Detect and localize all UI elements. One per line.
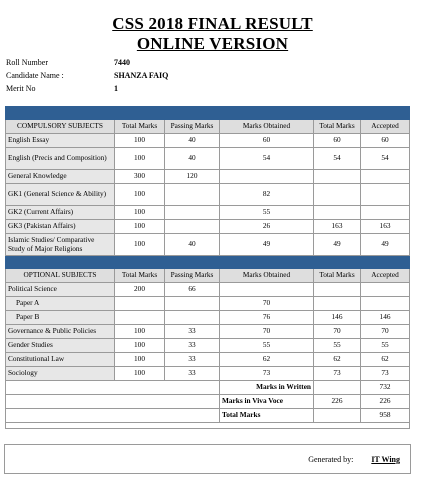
compulsory-header-subject: COMPULSORY SUBJECTS	[6, 120, 115, 134]
roll-number-value: 7440	[114, 58, 130, 67]
compulsory-header-accepted: Accepted	[361, 120, 410, 134]
compulsory-header-marks-obtained: Marks Obtained	[220, 120, 314, 134]
accepted-cell	[361, 283, 410, 297]
total-marks-2-cell	[314, 170, 361, 184]
passing-marks-cell: 33	[165, 367, 220, 381]
table-row	[6, 234, 410, 256]
total-marks-2-cell: 73	[314, 367, 361, 381]
candidate-name-value: SHANZA FAIQ	[114, 71, 169, 80]
accepted-cell: 55	[361, 339, 410, 353]
result-table	[5, 106, 410, 429]
compulsory-header-total-marks-2: Total Marks	[314, 120, 361, 134]
marks-obtained-cell: 70	[220, 325, 314, 339]
total-marks-cell: 100	[115, 184, 165, 206]
accepted-cell: 163	[361, 220, 410, 234]
passing-marks-cell: 33	[165, 339, 220, 353]
marks-obtained-cell: 49	[220, 234, 314, 256]
passing-marks-cell	[165, 297, 220, 311]
table-row	[6, 353, 410, 367]
page-title: CSS 2018 FINAL RESULT	[112, 14, 313, 33]
optional-header-total-marks: Total Marks	[115, 269, 165, 283]
total-marks-cell: 200	[115, 283, 165, 297]
subject-name: Paper B	[6, 311, 115, 325]
total-marks-2-cell: 54	[314, 148, 361, 170]
merit-no-label: Merit No	[6, 84, 36, 93]
total-marks-total	[314, 409, 361, 423]
total-marks-label: Total Marks	[220, 409, 314, 423]
marks-obtained-cell: 70	[220, 297, 314, 311]
compulsory-header-total-marks: Total Marks	[115, 120, 165, 134]
total-marks-2-cell: 55	[314, 339, 361, 353]
marks-in-viva-label: Marks in Viva Voce	[220, 395, 314, 409]
total-marks-2-cell	[314, 184, 361, 206]
accepted-cell: 60	[361, 134, 410, 148]
optional-header-subject: OPTIONAL SUBJECTS	[6, 269, 115, 283]
total-marks-cell: 100	[115, 325, 165, 339]
roll-number-label: Roll Number	[6, 58, 48, 67]
table-row	[6, 220, 410, 234]
total-marks-cell	[115, 297, 165, 311]
table-row	[6, 206, 410, 220]
table-row	[6, 325, 410, 339]
subject-name: GK3 (Pakistan Affairs)	[6, 220, 115, 234]
passing-marks-cell	[165, 220, 220, 234]
subject-name: English (Precis and Composition)	[6, 148, 115, 170]
marks-obtained-cell: 82	[220, 184, 314, 206]
total-marks-cell: 100	[115, 353, 165, 367]
table-spacer-row	[6, 423, 410, 429]
table-row	[6, 170, 410, 184]
total-marks-cell: 100	[115, 339, 165, 353]
passing-marks-cell	[165, 184, 220, 206]
total-marks-cell: 100	[115, 234, 165, 256]
passing-marks-cell	[165, 311, 220, 325]
marks-in-viva-total: 226	[314, 395, 361, 409]
optional-header-marks-obtained: Marks Obtained	[220, 269, 314, 283]
passing-marks-cell: 33	[165, 325, 220, 339]
table-row	[6, 148, 410, 170]
table-row	[6, 283, 410, 297]
total-marks-2-cell: 70	[314, 325, 361, 339]
table-row	[6, 134, 410, 148]
accepted-cell	[361, 297, 410, 311]
accepted-cell: 49	[361, 234, 410, 256]
subject-name: General Knowledge	[6, 170, 115, 184]
marks-in-viva-accepted: 226	[361, 395, 410, 409]
subject-name: GK1 (General Science & Ability)	[6, 184, 115, 206]
marks-obtained-cell: 73	[220, 367, 314, 381]
marks-obtained-cell: 60	[220, 134, 314, 148]
subject-name: Constitutional Law	[6, 353, 115, 367]
passing-marks-cell: 40	[165, 134, 220, 148]
table-row	[6, 311, 410, 325]
passing-marks-cell: 33	[165, 353, 220, 367]
marks-obtained-cell: 55	[220, 206, 314, 220]
subject-name: Paper A	[6, 297, 115, 311]
marks-in-written-label: Marks in Written	[220, 381, 314, 395]
merit-no-row	[6, 82, 168, 95]
subject-name: GK2 (Current Affairs)	[6, 206, 115, 220]
total-marks-2-cell	[314, 206, 361, 220]
marks-in-written-accepted: 732	[361, 381, 410, 395]
optional-header-row	[6, 269, 410, 283]
subject-name: Political Science	[6, 283, 115, 297]
generated-by-label: Generated by:	[308, 455, 354, 464]
compulsory-header-row	[6, 120, 410, 134]
table-row	[6, 339, 410, 353]
total-marks-cell: 100	[115, 134, 165, 148]
subject-name: Islamic Studies/ Comparative Study of Major Religions	[6, 234, 115, 256]
total-marks-2-cell: 60	[314, 134, 361, 148]
optional-header-passing-marks: Passing Marks	[165, 269, 220, 283]
accepted-cell: 146	[361, 311, 410, 325]
compulsory-header-passing-marks: Passing Marks	[165, 120, 220, 134]
marks-obtained-cell	[220, 283, 314, 297]
passing-marks-cell: 40	[165, 148, 220, 170]
total-marks-cell: 100	[115, 206, 165, 220]
total-marks-cell: 100	[115, 148, 165, 170]
total-marks-2-cell	[314, 283, 361, 297]
subject-name: Governance & Public Policies	[6, 325, 115, 339]
passing-marks-cell	[165, 206, 220, 220]
marks-obtained-cell	[220, 170, 314, 184]
section-bar	[6, 256, 410, 269]
candidate-name-label: Candidate Name :	[6, 71, 64, 80]
accepted-cell	[361, 206, 410, 220]
total-marks-2-cell: 49	[314, 234, 361, 256]
total-marks-2-cell	[314, 297, 361, 311]
generated-by	[308, 455, 400, 464]
table-row	[6, 297, 410, 311]
optional-header-accepted: Accepted	[361, 269, 410, 283]
optional-header-total-marks-2: Total Marks	[314, 269, 361, 283]
page-header	[0, 14, 425, 54]
page-subtitle: ONLINE VERSION	[136, 34, 289, 53]
candidate-name-row	[6, 69, 168, 82]
total-marks-2-cell: 163	[314, 220, 361, 234]
accepted-cell: 62	[361, 353, 410, 367]
summary-row-total	[6, 409, 410, 423]
total-marks-2-cell: 62	[314, 353, 361, 367]
summary-row-viva	[6, 395, 410, 409]
passing-marks-cell: 66	[165, 283, 220, 297]
passing-marks-cell: 40	[165, 234, 220, 256]
marks-obtained-cell: 55	[220, 339, 314, 353]
merit-no-value: 1	[114, 84, 118, 93]
marks-in-written-total	[314, 381, 361, 395]
candidate-info	[6, 56, 168, 95]
marks-obtained-cell: 62	[220, 353, 314, 367]
roll-number-row	[6, 56, 168, 69]
marks-obtained-cell: 76	[220, 311, 314, 325]
accepted-cell: 73	[361, 367, 410, 381]
marks-obtained-cell: 26	[220, 220, 314, 234]
accepted-cell: 54	[361, 148, 410, 170]
total-marks-cell	[115, 311, 165, 325]
result-table-wrapper	[5, 106, 409, 429]
section-bar	[6, 107, 410, 120]
total-marks-cell: 100	[115, 367, 165, 381]
total-marks-cell: 300	[115, 170, 165, 184]
generated-by-value: IT Wing	[371, 455, 400, 464]
accepted-cell	[361, 170, 410, 184]
table-row	[6, 367, 410, 381]
summary-row-written	[6, 381, 410, 395]
marks-obtained-cell: 54	[220, 148, 314, 170]
table-row	[6, 184, 410, 206]
subject-name: Sociology	[6, 367, 115, 381]
subject-name: English Essay	[6, 134, 115, 148]
subject-name: Gender Studies	[6, 339, 115, 353]
footer	[4, 444, 411, 474]
total-marks-accepted: 958	[361, 409, 410, 423]
passing-marks-cell: 120	[165, 170, 220, 184]
total-marks-cell: 100	[115, 220, 165, 234]
accepted-cell	[361, 184, 410, 206]
total-marks-2-cell: 146	[314, 311, 361, 325]
accepted-cell: 70	[361, 325, 410, 339]
